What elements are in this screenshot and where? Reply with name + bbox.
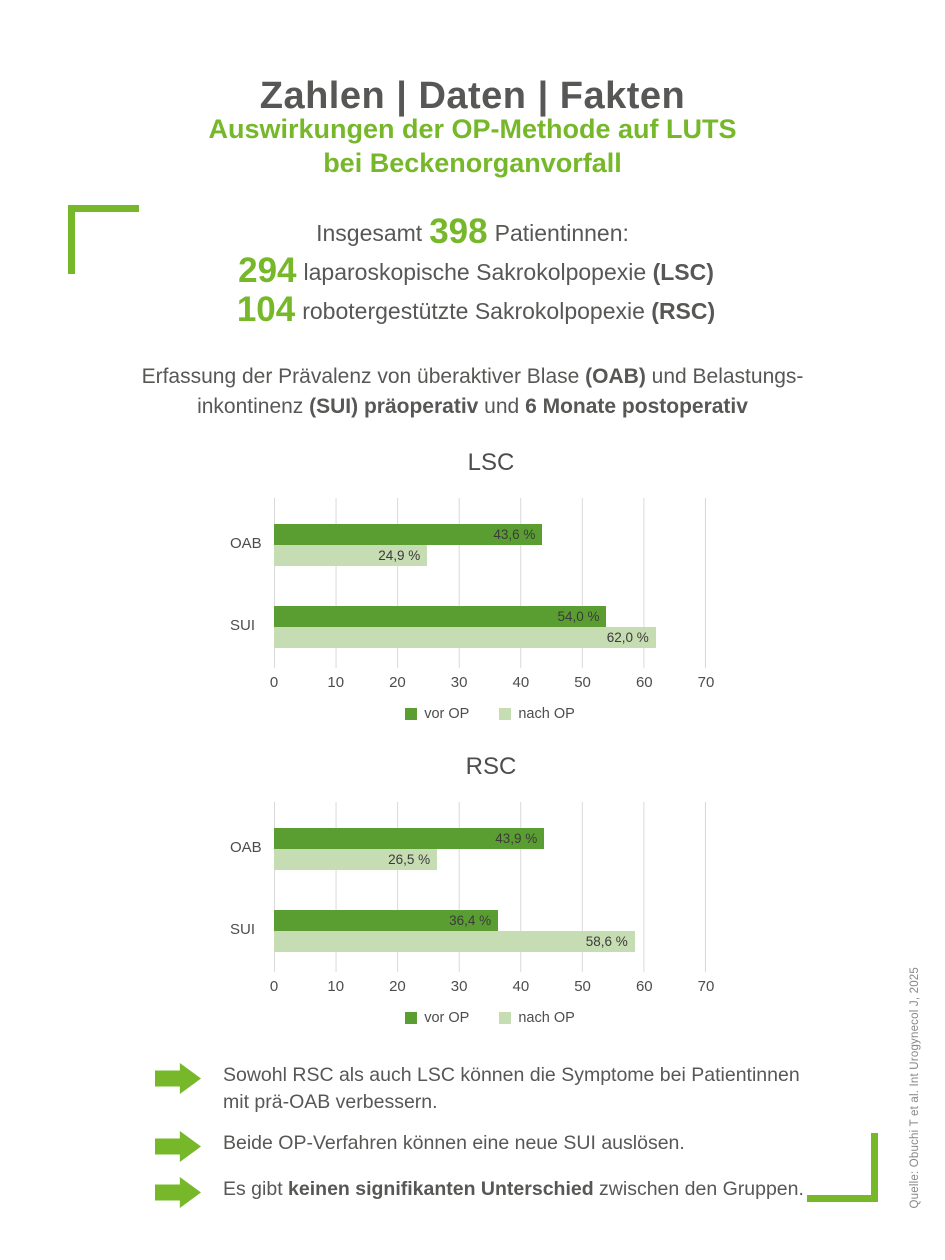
stat-abbrev-rsc: (RSC) <box>651 298 716 324</box>
bar-group-oab <box>274 828 705 870</box>
bar-group-oab <box>274 524 705 566</box>
bar-group-sui <box>274 606 705 648</box>
bar-oab-nach-op <box>274 545 427 566</box>
bar-value-label: 26,5 % <box>388 852 431 867</box>
stat-lsc <box>0 252 945 291</box>
bar-value-label: 54,0 % <box>557 609 600 624</box>
chart-legend <box>274 1010 706 1026</box>
x-tick: 50 <box>574 674 591 691</box>
conclusion-segment: Es gibt <box>223 1178 289 1200</box>
description-bold: (SUI) präoperativ <box>309 395 479 418</box>
bar-sui-nach-op <box>274 627 656 648</box>
legend-swatch-nach-op <box>499 1012 511 1024</box>
bar-sui-vor-op <box>274 910 498 931</box>
description-text: und <box>478 395 526 418</box>
description-text: Erfassung der Prävalenz von überaktiver Blase <box>141 365 586 388</box>
conclusion-segment-bold: keinen signifikanten Unterschied <box>288 1178 594 1200</box>
x-tick: 60 <box>635 978 653 995</box>
description-line-2 <box>0 392 945 422</box>
subtitle-line-1: Auswirkungen der OP-Methode auf LUTS <box>208 114 737 144</box>
stat-suffix: Patientinnen: <box>494 220 629 246</box>
conclusion-text <box>223 1062 815 1116</box>
legend-label: nach OP <box>518 706 575 722</box>
chart-lsc-title: LSC <box>467 449 515 476</box>
description-bold: (OAB) <box>585 365 646 388</box>
x-tick: 30 <box>450 978 468 995</box>
chart-lsc-body <box>230 498 708 668</box>
x-tick: 0 <box>269 978 279 995</box>
chart-lsc <box>230 448 715 722</box>
subtitle-line-2: bei Beckenorganvorfall <box>323 148 622 178</box>
stat-prefix: Insgesamt <box>316 220 423 246</box>
chart-rsc <box>230 752 715 1026</box>
chart-rsc-body <box>230 802 708 972</box>
stat-number-rsc: 104 <box>236 290 296 329</box>
key-statistics <box>0 213 945 330</box>
bar-oab-vor-op <box>274 524 542 545</box>
study-description <box>0 362 945 422</box>
bar-oab-nach-op <box>274 849 437 870</box>
x-tick: 30 <box>450 674 468 691</box>
bar-value-label: 36,4 % <box>449 913 492 928</box>
plot-area <box>274 802 706 972</box>
legend-label: nach OP <box>518 1010 575 1026</box>
bar-oab-vor-op <box>274 828 544 849</box>
x-tick: 60 <box>635 674 653 691</box>
legend-item-nach-op <box>499 706 574 722</box>
conclusion-text <box>223 1176 804 1203</box>
category-label-oab: OAB <box>230 535 262 552</box>
stat-total-patients <box>0 213 945 252</box>
legend-label: vor OP <box>424 706 470 722</box>
bar-value-label: 43,9 % <box>495 831 538 846</box>
stat-number-lsc: 294 <box>238 251 297 290</box>
x-tick: 0 <box>269 674 279 691</box>
legend-label: vor OP <box>424 1010 470 1026</box>
bar-sui-nach-op <box>274 931 635 952</box>
arrow-right-icon <box>155 1131 201 1162</box>
x-tick: 40 <box>512 978 530 995</box>
source-citation: Quelle: Obuchi T et al. Int Urogynecol J, 2025 <box>909 966 921 1208</box>
arrow-right-icon <box>155 1177 201 1208</box>
description-line-1 <box>0 362 945 392</box>
conclusion-segment: zwischen den Gruppen. <box>593 1178 804 1200</box>
conclusions <box>155 1062 815 1222</box>
stat-text-lsc: laparoskopische Sakrokolpopexie <box>303 259 647 285</box>
page-subtitle <box>0 112 945 180</box>
plot-area <box>274 498 706 668</box>
legend-item-vor-op <box>405 1010 469 1026</box>
bar-group-sui <box>274 910 705 952</box>
conclusion-text <box>223 1130 685 1157</box>
x-tick: 10 <box>327 674 345 691</box>
x-axis <box>269 978 715 1000</box>
chart-rsc-title: RSC <box>465 753 517 780</box>
category-label-sui: SUI <box>230 617 256 634</box>
bar-value-label: 43,6 % <box>493 527 536 542</box>
bar-value-label: 62,0 % <box>606 630 649 645</box>
arrow-right-icon <box>155 1063 201 1094</box>
description-text: und Belastungs- <box>645 365 804 388</box>
corner-bracket-bottom-right <box>807 1133 878 1202</box>
x-tick: 40 <box>512 674 530 691</box>
stat-abbrev-lsc: (LSC) <box>652 259 714 285</box>
stat-number-total: 398 <box>429 212 488 251</box>
conclusion-item <box>155 1176 815 1208</box>
x-axis <box>269 674 715 696</box>
legend-swatch-vor-op <box>405 1012 417 1024</box>
description-bold: 6 Monate postoperativ <box>525 395 748 418</box>
x-tick: 10 <box>327 978 345 995</box>
x-tick: 20 <box>389 674 406 691</box>
stat-text-rsc: robotergestützte Sakrokolpopexie <box>302 298 645 324</box>
category-label-sui: SUI <box>230 921 256 938</box>
category-label-oab: OAB <box>230 839 262 856</box>
chart-legend <box>274 706 706 722</box>
x-tick: 20 <box>389 978 406 995</box>
conclusion-segment: Sowohl RSC als auch LSC können die Symptome bei Patientinnen mit prä-OAB verbessern. <box>223 1064 800 1113</box>
legend-swatch-vor-op <box>405 708 417 720</box>
x-tick: 70 <box>697 674 715 691</box>
legend-item-nach-op <box>499 1010 574 1026</box>
legend-swatch-nach-op <box>499 708 511 720</box>
x-tick: 50 <box>574 978 591 995</box>
description-text: inkontinenz <box>197 395 310 418</box>
page-title: Zahlen | Daten | Fakten <box>259 75 686 118</box>
stat-rsc <box>0 291 945 330</box>
conclusion-item <box>155 1130 815 1162</box>
bar-value-label: 58,6 % <box>585 934 628 949</box>
legend-item-vor-op <box>405 706 469 722</box>
conclusion-segment: Beide OP-Verfahren können eine neue SUI auslösen. <box>223 1132 685 1154</box>
bar-sui-vor-op <box>274 606 606 627</box>
conclusion-item <box>155 1062 815 1116</box>
bar-value-label: 24,9 % <box>378 548 421 563</box>
x-tick: 70 <box>697 978 715 995</box>
